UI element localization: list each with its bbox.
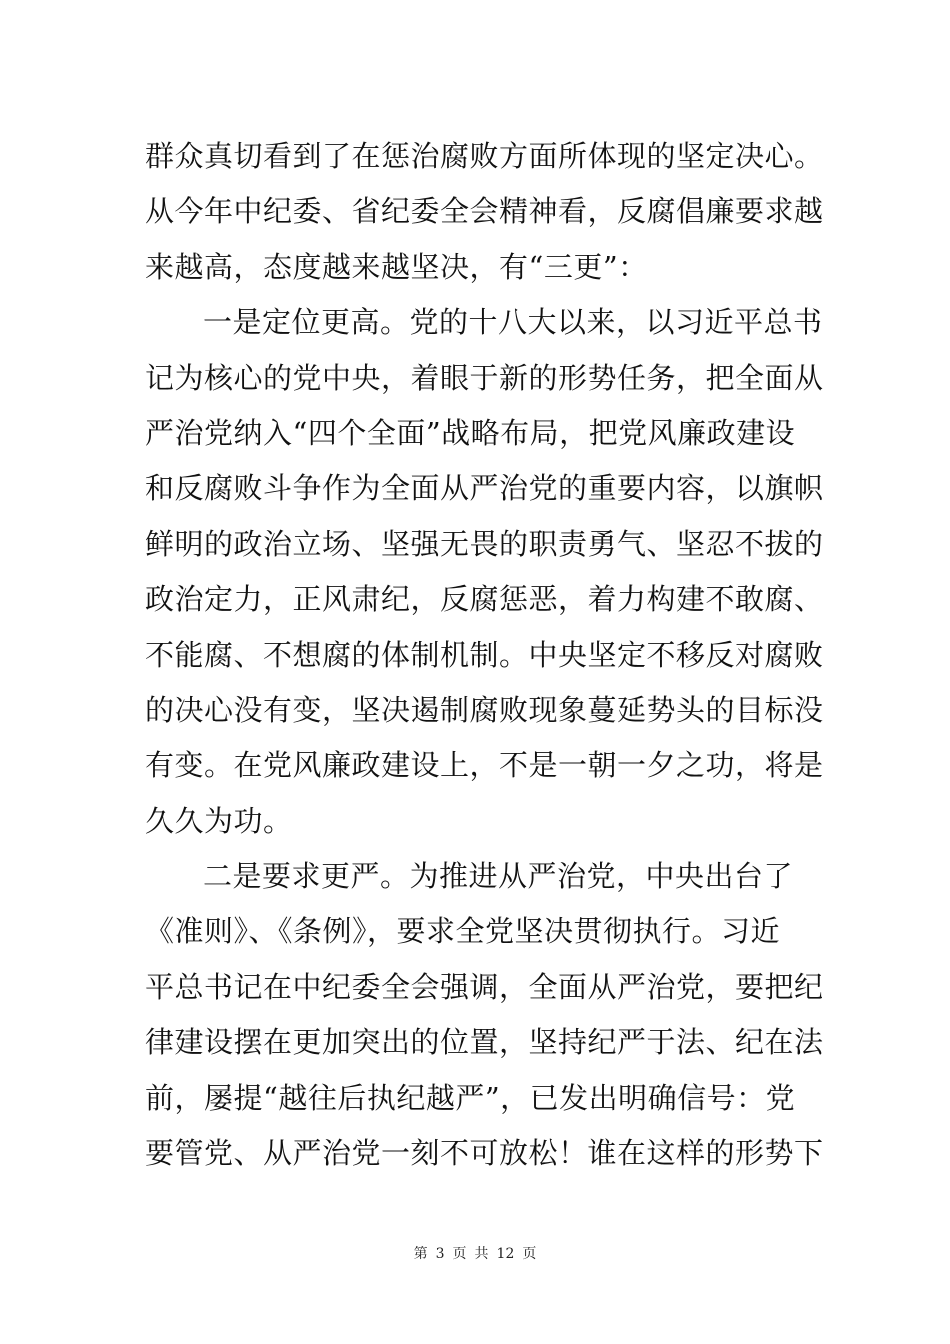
text-line: 记为核心的党中央，着眼于新的形势任务，把全面从	[145, 360, 824, 395]
current-page-number: 3	[435, 1246, 445, 1262]
total-pages-number: 12	[496, 1246, 515, 1262]
text-line: 《准则》、《条例》，要求全党坚决贯彻执行。习近	[145, 914, 781, 949]
body-text	[145, 129, 825, 1181]
footer-suffix: 页	[522, 1246, 537, 1262]
paragraph-first-line: 二是要求更严。为推进从严治党，中央出台了	[203, 859, 794, 894]
text-line: 平总书记在中纪委全会强调，全面从严治党，要把纪	[145, 969, 824, 1004]
text-line: 来越高，态度越来越坚决，有“三更”：	[145, 249, 648, 284]
paragraph-first-line: 一是定位更高。党的十八大以来，以习近平总书	[203, 305, 823, 340]
text-line: 前，屡提“越往后执纪越严”，已发出明确信号：党	[145, 1080, 796, 1115]
text-line: 鲜明的政治立场、坚强无畏的职责勇气、坚忍不拔的	[145, 526, 824, 561]
text-line: 群众真切看到了在惩治腐败方面所体现的坚定决心。	[145, 139, 824, 173]
text-line: 政治定力，正风肃纪，反腐惩恶，着力构建不敢腐、	[145, 582, 824, 617]
footer-prefix: 第	[413, 1246, 428, 1262]
text-line: 不能腐、不想腐的体制机制。中央坚定不移反对腐败	[145, 637, 824, 672]
text-line: 有变。在党风廉政建设上，不是一朝一夕之功，将是	[145, 748, 824, 783]
footer-total-word: 共	[474, 1246, 489, 1262]
text-line: 久久为功。	[145, 803, 293, 838]
text-line: 律建设摆在更加突出的位置，坚持纪严于法、纪在法	[145, 1025, 824, 1060]
text-line: 和反腐败斗争作为全面从严治党的重要内容，以旗帜	[145, 471, 824, 506]
text-line: 严治党纳入“四个全面”战略布局，把党风廉政建设	[145, 415, 796, 450]
text-line: 从今年中纪委、省纪委全会精神看，反腐倡廉要求越	[145, 194, 824, 229]
footer-page-word: 页	[452, 1246, 467, 1262]
page-footer	[0, 1243, 950, 1263]
text-line: 要管党、从严治党一刻不可放松！谁在这样的形势下	[145, 1136, 824, 1171]
text-line: 的决心没有变，坚决遏制腐败现象蔓延势头的目标没	[145, 692, 824, 727]
